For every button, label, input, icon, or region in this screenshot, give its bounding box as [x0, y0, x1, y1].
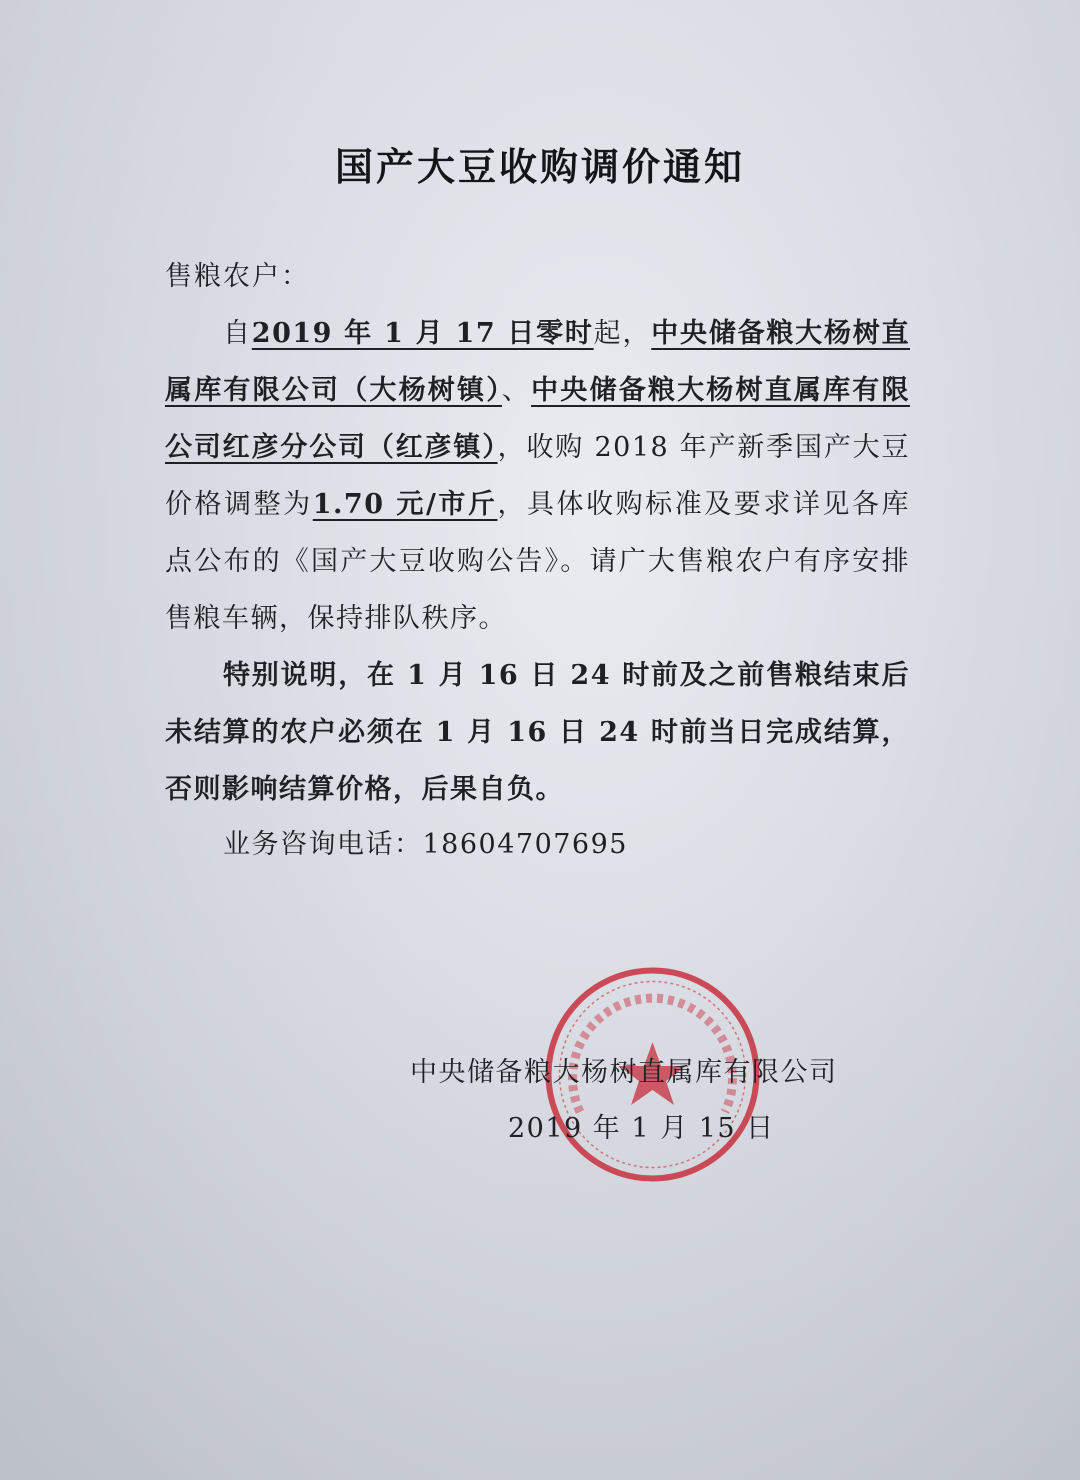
paragraph-special-note: 特别说明，在 1 月 16 日 24 时前及之前售粮结束后未结算的农户必须在 1 月 16 日 24 时前当日完成结算，否则影响结算价格，后果自负。 — [165, 660, 910, 805]
p1-text-2: 起， — [593, 318, 652, 349]
inquiry-phone: 业务咨询电话：18604707695 — [223, 829, 628, 860]
p1-text-4: ，收购 2018 年产新季国产大豆价格调整为 — [165, 432, 910, 520]
salutation: 售粮农户： — [165, 261, 310, 292]
notice-title: 国产大豆收购调价通知 — [334, 145, 745, 189]
issuer-name: 中央储备粮大杨树直属库有限公司 — [410, 1057, 838, 1088]
paragraph-price-adjustment — [165, 305, 910, 647]
issue-date: 2019 年 1 月 15 日 — [508, 1113, 775, 1144]
depot-name-hongyan: 中央储备粮大杨树直属库有限公司红彦分公司（红彦镇） — [165, 375, 911, 463]
effective-date: 2019 年 1 月 17 日零时 — [251, 318, 594, 349]
purchase-price: 1.70 元/市斤 — [312, 489, 498, 520]
p1-text-3: 、 — [501, 375, 532, 406]
p1-text-5: ，具体收购标准及要求详见各库点公布的《国产大豆收购公告》。请广大售粮农户有序安排售粮车辆，保持排队秩序。 — [165, 489, 911, 634]
p1-text-1: 自 — [223, 318, 252, 349]
depot-name-dayangshu: 中央储备粮大杨树直属库有限公司（大杨树镇） — [165, 318, 911, 406]
